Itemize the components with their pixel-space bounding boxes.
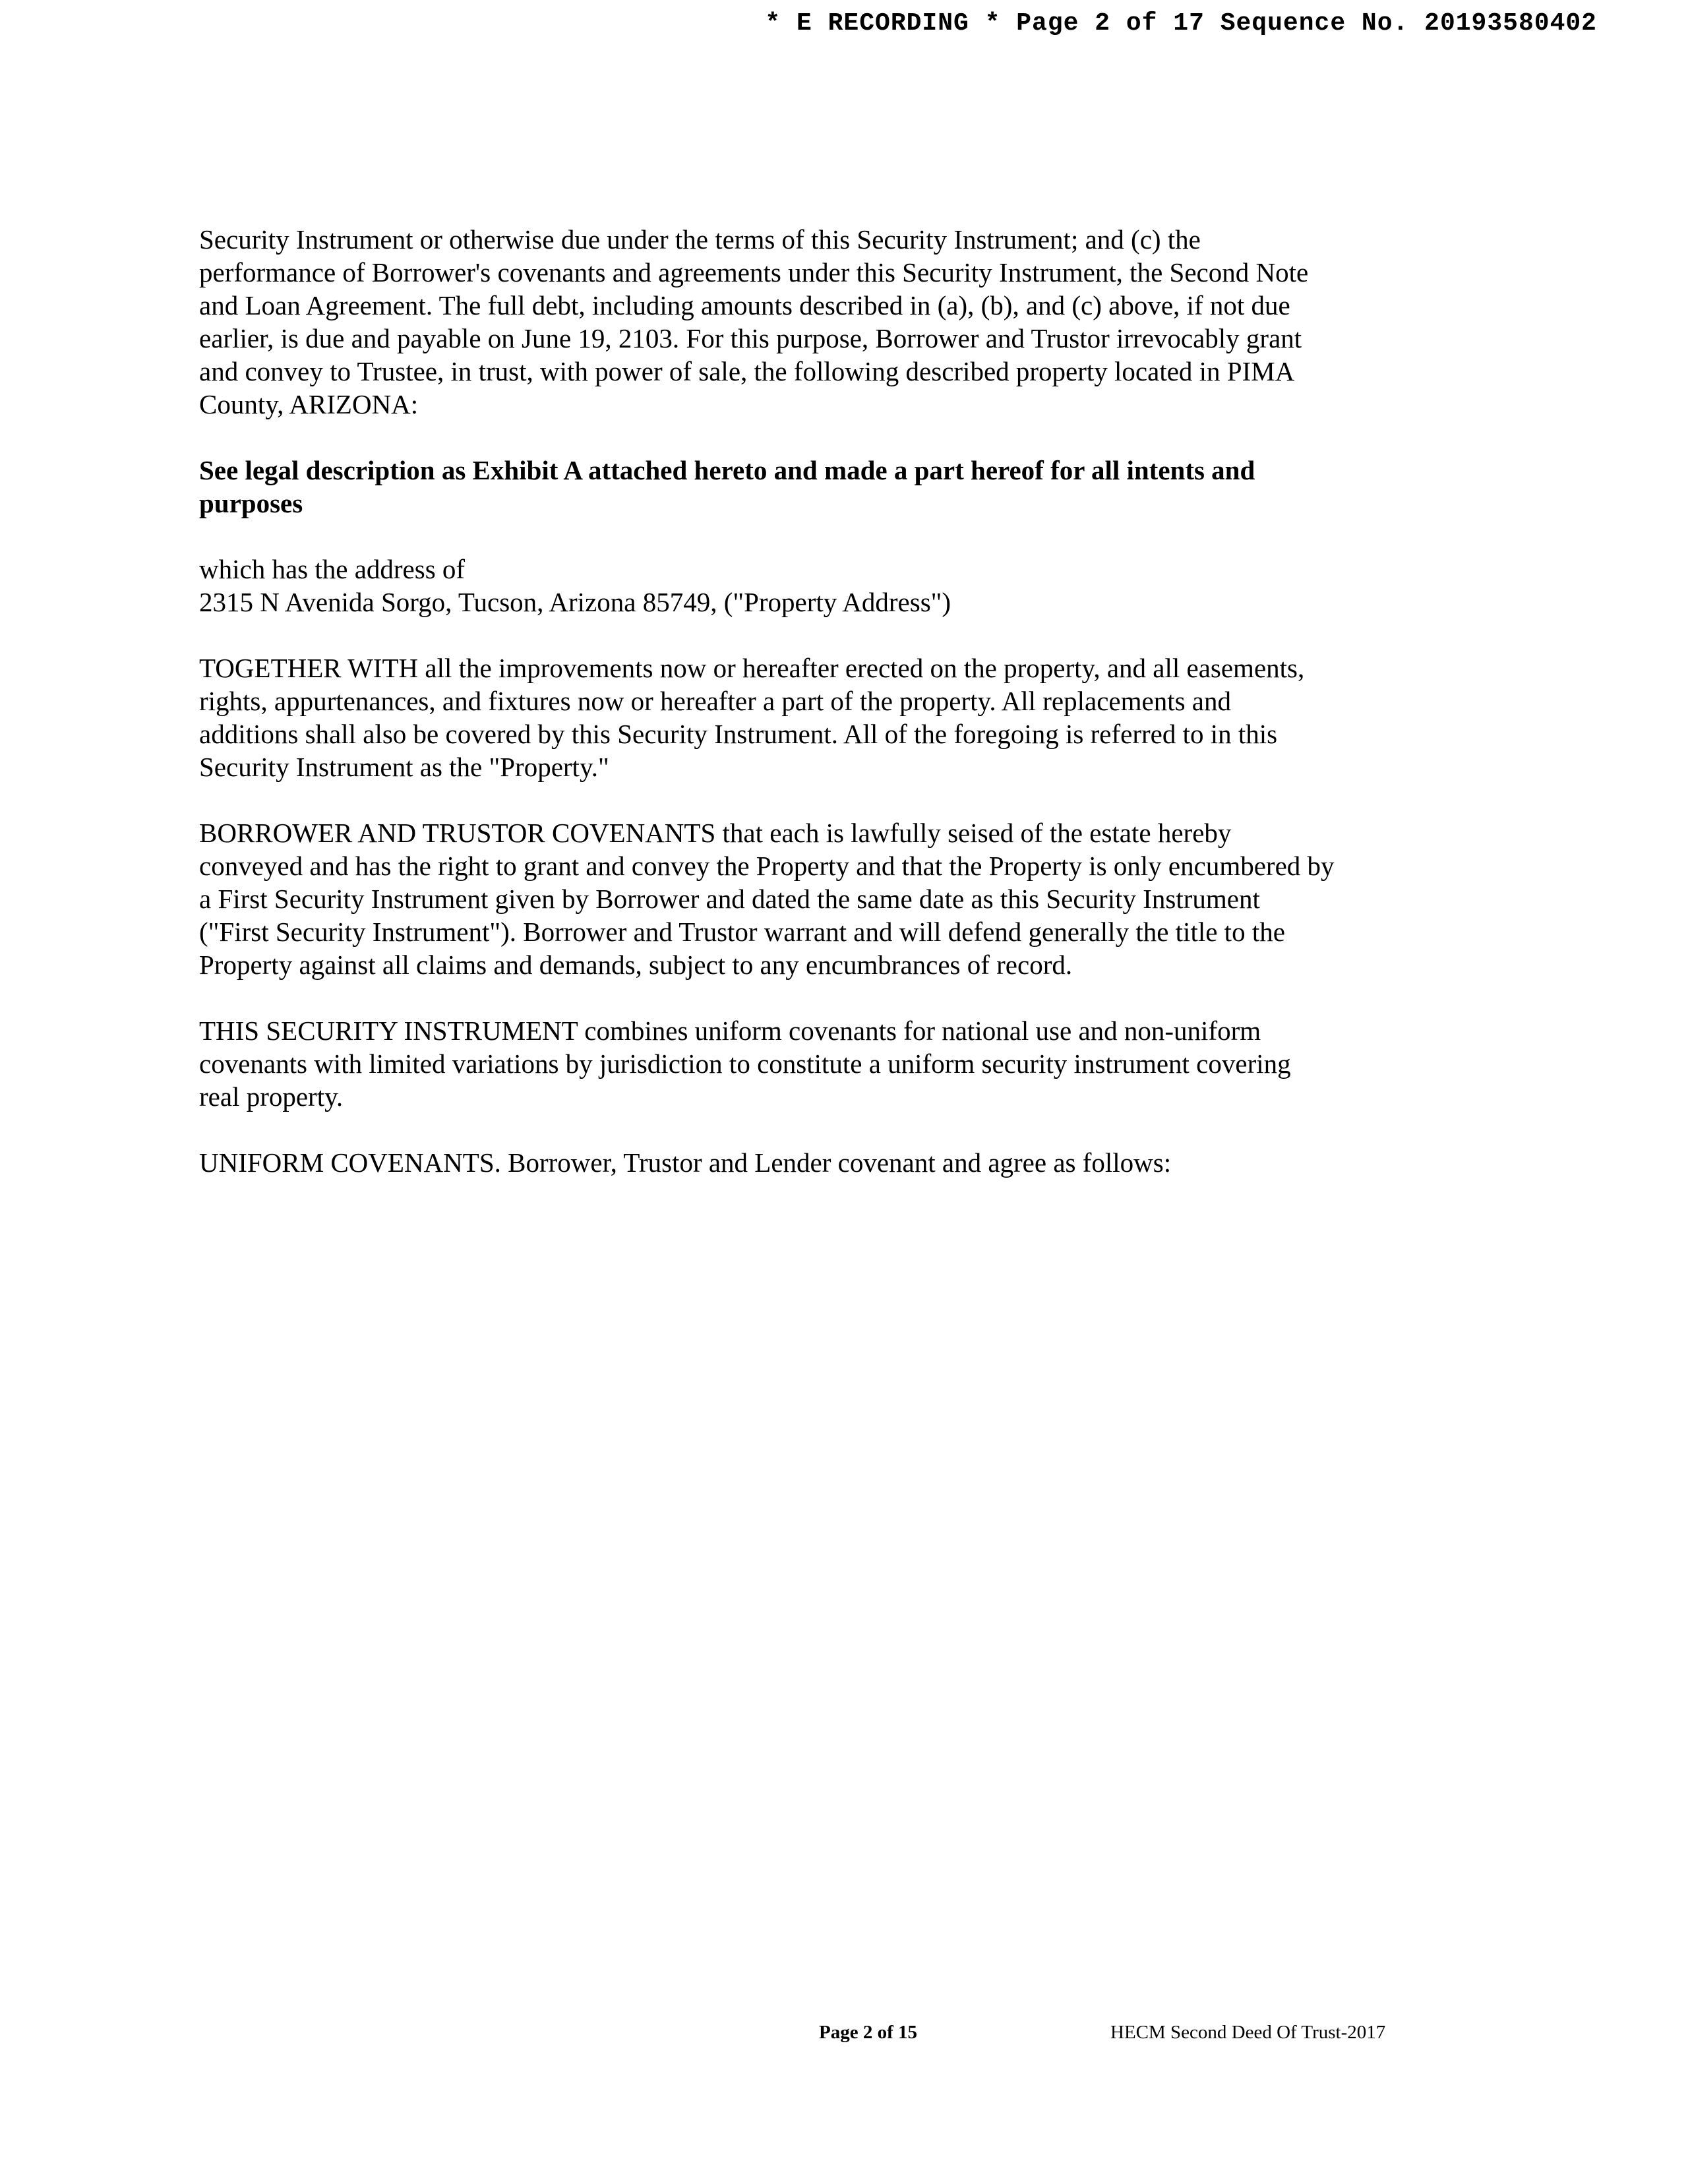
footer-form-name: HECM Second Deed Of Trust-2017 (1110, 2022, 1386, 2043)
paragraph-together-with: TOGETHER WITH all the improvements now or hereafter erected on the property, and all easements, rights, appurtenances, and fixtures now or hereafter a part of the property. All replacements and additions shall also be covered by this Security Instrument. All of the foregoing is referred to in this Security Instrument as the "Property." (199, 653, 1305, 782)
paragraph-uniform-covenants: UNIFORM COVENANTS. Borrower, Trustor and Lender covenant and agree as follows: (199, 1147, 1172, 1178)
paragraph-borrower-trustor-covenants: BORROWER AND TRUSTOR COVENANTS that each is lawfully seised of the estate hereby conveyed and has the right to grant and convey the Property and that the Property is only encumbered by a First Security Instrument given by Borrower and dated the same date as this Security Instrument ("First Security Instrument"). Borrower and Trustor warrant and will defend generally the title to the Property against all claims and demands, subject to any encumbrances of record. (199, 818, 1335, 980)
paragraph-legal-description: See legal description as Exhibit A attached hereto and made a part hereof for all intents and purposes (199, 455, 1255, 518)
recording-stamp: * E RECORDING * Page 2 of 17 Sequence No. 20193580402 (765, 9, 1597, 38)
document-body (199, 223, 1439, 1212)
paragraph-debt-and-conveyance: Security Instrument or otherwise due under the terms of this Security Instrument; and (c) the performance of Borrower's covenants and agreements under this Security Instrument, the Second Note and Loan Agreement. The full debt, including amounts described in (a), (b), and (c) above, if not due earlier, is due and payable on June 19, 2103. For this purpose, Borrower and Trustor irrevocably grant and convey to Trustee, in trust, with power of sale, the following described property located in PIMA County, ARIZONA: (199, 224, 1309, 419)
paragraph-property-address: which has the address of 2315 N Avenida Sorgo, Tucson, Arizona 85749, ("Property Address") (199, 554, 951, 617)
footer-page-number: Page 2 of 15 (819, 2022, 917, 2043)
paragraph-security-instrument: THIS SECURITY INSTRUMENT combines uniform covenants for national use and non-uniform covenants with limited variations by jurisdiction to constitute a uniform security instrument covering real property. (199, 1016, 1291, 1112)
